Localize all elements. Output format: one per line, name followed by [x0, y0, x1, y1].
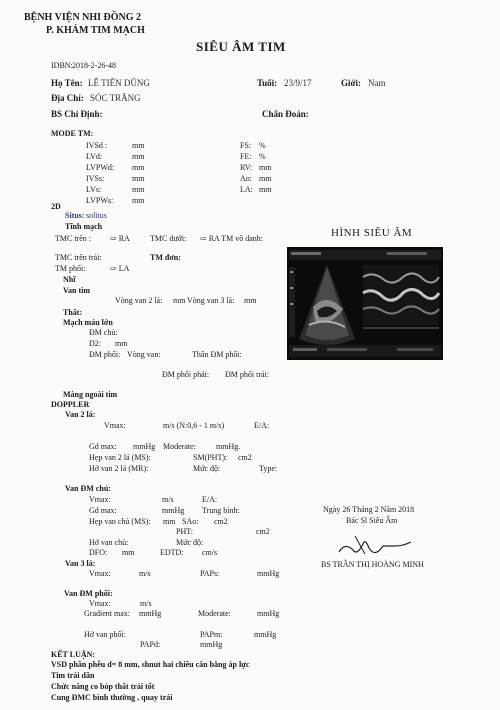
doctor-signature [335, 530, 415, 560]
doctor-name: BS TRẦN THỊ HOÀNG MINH [321, 560, 424, 569]
idbn-label: IDBN: [51, 61, 73, 70]
aortic-sao-unit: cm2 [214, 517, 228, 526]
name-label: Họ Tên: [51, 78, 83, 88]
age-value: 23/9/17 [284, 78, 312, 88]
aortic-stenosis-label: Hẹp van chủ (MS): [89, 517, 151, 526]
mitral-degree-label: Mức độ: [193, 464, 221, 473]
idbn-value: 2018-2-26-48 [72, 61, 116, 70]
tm-lvs-label: LVs: [86, 185, 102, 194]
pa-trunk-label: Thân ĐM phổi: [192, 350, 242, 359]
aortic-vmax-label: Vmax: [89, 495, 111, 504]
tm-la-label: LA: [240, 185, 253, 194]
tm-ivss-unit: mm [132, 174, 145, 183]
tm-lvs-unit: mm [132, 185, 145, 194]
tm-ao-unit: mm [259, 174, 272, 183]
edtd-unit: cm/s [202, 548, 218, 557]
tmc-upper-label: TMC trên : [55, 234, 91, 243]
sex-value: Nam [368, 78, 386, 88]
dfo-label: DFO: [89, 548, 108, 557]
aortic-pht-unit: cm2 [256, 527, 270, 536]
name-value: LÊ TIẾN DŨNG [88, 78, 150, 88]
situs-value: solitus [86, 211, 107, 220]
mitral-stenosis-label: Hẹp van 2 lá (MS): [89, 453, 151, 462]
pulm-valve-title: Van ĐM phổi: [64, 589, 113, 598]
mitral-regurg-label: Hở van 2 lá (MR): [89, 464, 149, 473]
paps-unit: mmHg [257, 569, 280, 578]
pulm-moderate-label: Moderate: [198, 609, 231, 618]
mitral-vmax-unit: m/s (N:0,6 - 1 m/s) [163, 421, 225, 430]
tm-lvpwd-label: LVPWd: [86, 163, 115, 172]
tm-ao-label: Ao: [240, 174, 252, 183]
ventricle-label: Thất: [63, 308, 83, 317]
conclusion-line: Tim trái dãn [51, 671, 95, 680]
tm-la-unit: mm [259, 185, 272, 194]
mitral-gd-label: Gd max: [89, 442, 117, 451]
ultrasound-scan-graphic [287, 247, 443, 360]
aortic-regurg-label: Hở van chủ: [89, 538, 129, 547]
pulm-papm-label: PAPm: [200, 630, 223, 639]
atrium-label: Nhĩ [63, 275, 76, 284]
sonographer-role: Bác Sĩ Siêu Âm [346, 516, 398, 525]
diagnosis-label: Chẩn Đoán: [262, 109, 309, 119]
tm-lvd-label: LVd: [86, 152, 103, 161]
aortic-ea-label: E/A: [202, 495, 218, 504]
pulm-vmax-unit: m/s [140, 599, 152, 608]
report-date: Ngày 26 Tháng 2 Năm 2018 [323, 505, 415, 514]
referrer-label: BS Chỉ Định: [51, 109, 103, 119]
conclusion-line: Cung ĐMC bình thường , quay trái [51, 693, 173, 702]
pa-left-label: ĐM phổi trái: [225, 370, 269, 379]
hospital-name: BỆNH VIỆN NHI ĐỒNG 2 [24, 12, 142, 23]
tm-fe-unit: % [259, 152, 266, 161]
aortic-title: Van ĐM chủ: [65, 484, 111, 493]
aortic-sao-label: SAo: [182, 517, 199, 526]
edtd-label: EDTD: [160, 548, 184, 557]
paps-label: PAPs: [200, 569, 220, 578]
mode-tm-title: MODE TM: [51, 129, 94, 138]
pulm-papd-label: PAPd: [140, 640, 161, 649]
report-title: SIÊU ÂM TIM [196, 39, 286, 54]
section-2d-title: 2D [51, 202, 61, 211]
tmc-lower-label: TMC dưới: [150, 234, 187, 243]
tricuspid-vmax-label: Vmax: [89, 569, 111, 578]
ultrasound-image [287, 247, 443, 360]
venous-label: Tĩnh mạch [65, 222, 103, 231]
tm-lvpwd-unit: mm [132, 163, 145, 172]
conclusion-line: Chức năng co bóp thất trái tốt [51, 682, 155, 691]
mitral-sm-label: SM(PHT): [193, 453, 228, 462]
great-vessels-label: Mạch máu lớn [63, 318, 113, 327]
tm-lvpws-unit: mm [132, 196, 145, 205]
tm-ivss-label: IVSs: [86, 174, 105, 183]
ultrasound-image-title: HÌNH SIÊU ÂM [331, 227, 413, 239]
tmc-upper-value: ⇨ RA [110, 234, 130, 243]
valves-label: Van tim [63, 286, 91, 295]
tm-lvd-unit: mm [132, 152, 145, 161]
d2-label: D2: [89, 339, 101, 348]
tm-lvpws-label: LVPWs: [86, 196, 114, 205]
azygos-label: TM đơn: [150, 253, 181, 262]
sex-label: Giới: [341, 78, 361, 88]
mitral-ea-label: E/A: [254, 421, 270, 430]
situs-label: Situs: [65, 211, 85, 220]
valve3-unit: mm [244, 296, 257, 305]
pulm-moderate-unit: mmHg [257, 609, 280, 618]
mitral-gd-unit: mmHg [133, 442, 156, 451]
valve3-label: Vòng van 3 lá: [187, 296, 235, 305]
tm-rv-label: RV: [240, 163, 253, 172]
aorta-label: ĐM chủ: [89, 328, 118, 337]
tm-fe-label: FE: [240, 152, 252, 161]
tricuspid-title: Van 3 lá: [65, 559, 96, 568]
aortic-degree-label: Mức độ: [176, 538, 204, 547]
address-label: Địa Chỉ: [51, 93, 84, 103]
mitral-vmax-label: Vmax: [104, 421, 126, 430]
tm-fs-label: FS: [240, 141, 252, 150]
pa-ring-label: Vòng van: [127, 350, 161, 359]
mitral-moderate-label: Moderate: [163, 442, 196, 451]
aortic-gd-unit: mmHg [162, 506, 185, 515]
mitral-type-label: Type: [259, 464, 278, 473]
tmc-lower-value: ⇨ RA TM vô danh: [200, 234, 264, 243]
valve2-unit: mm [173, 296, 186, 305]
pulm-vein-value: ⇨ LA [110, 264, 130, 273]
department-name: P. KHÁM TIM MẠCH [46, 25, 145, 36]
d2-unit: mm [115, 339, 128, 348]
pulm-papm-unit: mmHg [254, 630, 277, 639]
pulm-gradient-label: Gradient max: [84, 609, 130, 618]
pulm-gradient-unit: mmHg [139, 609, 162, 618]
pulm-vein-label: TM phổi: [55, 264, 86, 273]
doppler-title: DOPPLER [51, 400, 90, 409]
age-label: Tuổi: [257, 78, 278, 88]
pa-label: ĐM phổi: [89, 350, 121, 359]
address-value: SÓC TRĂNG [90, 93, 141, 103]
tm-ivsd-label: IVSd : [86, 141, 108, 150]
conclusion-line: VSD phần phễu d= 8 mm, shnut hai chiều cân bằng áp lực [51, 660, 250, 669]
aortic-gd-label: Gd max: [89, 506, 117, 515]
mitral-sm-unit: cm2 [238, 453, 252, 462]
aortic-mm-unit: mm [163, 517, 176, 526]
tm-ivsd-unit: mm [132, 141, 145, 150]
pa-right-label: ĐM phổi phải: [162, 370, 210, 379]
tmc-upper-left-label: TMC trên trái: [55, 253, 102, 262]
mitral-title: Van 2 lá: [65, 410, 96, 419]
conclusion-title: KẾT LUẬN: [51, 650, 96, 659]
valve2-label: Vòng van 2 lá: [115, 296, 163, 305]
mitral-moderate-unit: mmHg. [216, 442, 241, 451]
tm-rv-unit: mm [259, 163, 272, 172]
pulm-vmax-label: Vmax: [89, 599, 111, 608]
pericardium-label: Màng ngoài tim [63, 390, 118, 399]
tm-fs-unit: % [259, 141, 266, 150]
aortic-vmax-unit: m/s [162, 495, 174, 504]
dfo-unit: mm [122, 548, 135, 557]
pulm-papd-unit: mmHg [200, 640, 223, 649]
pulm-regurg-label: Hở van phổi: [84, 630, 127, 639]
aortic-mean-label: Trung bình: [202, 506, 240, 515]
tricuspid-vmax-unit: m/s [139, 569, 151, 578]
aortic-pht-label: PHT: [176, 527, 193, 536]
